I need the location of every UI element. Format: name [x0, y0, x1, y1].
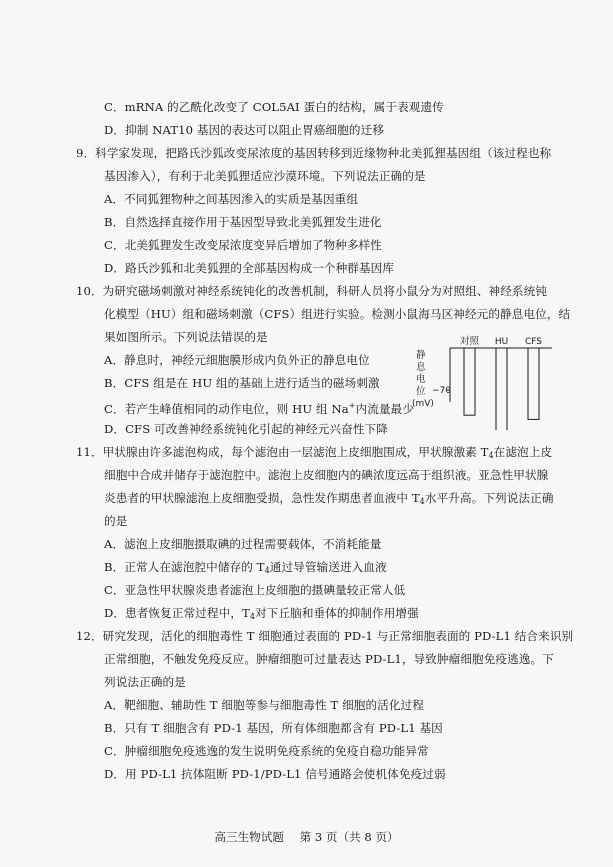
q10-stem-line-3: 果如图所示。下列说法错误的是	[104, 330, 268, 344]
y-axis-label-char: 位	[416, 386, 426, 397]
group-labels	[460, 335, 542, 347]
y-tick-label: −70	[432, 386, 451, 396]
q12-option-d: D．用 PD-L1 抗体阻断 PD-1/PD-L1 信号通路会使机体免疫过弱	[104, 767, 446, 781]
q11-stem-text: 11．甲状腺由许多滤泡构成，每个滤泡由一层滤泡上皮细胞围成，甲状腺激素 T	[76, 445, 489, 459]
q11-option-b-text-end: 通过导管输送进入血液	[269, 560, 387, 574]
q11-option-b-text: B．正常人在滤泡腔中储存的 T	[104, 560, 265, 574]
t4-subscript: 4	[488, 451, 494, 460]
q9-stem-line-2: 基因渗入），有利于北美狐狸适应沙漠环境。下列说法正确的是	[104, 169, 426, 183]
q9-option-b: B．自然选择直接作用于基因型导致北美狐狸发生进化	[104, 215, 382, 229]
bar-2	[528, 348, 539, 419]
t4-subscript: 4	[419, 497, 425, 506]
q9-option-a: A．不同狐狸物种之间基因渗入的实质是基因重组	[104, 192, 359, 206]
q8-option-c: C．mRNA 的乙酰化改变了 COL5AI 蛋白的结构，属于表观遗传	[104, 100, 444, 114]
q9-option-c: C．北美狐狸发生改变尿浓度变异后增加了物种多样性	[104, 238, 382, 252]
resting-potential-chart	[410, 330, 560, 430]
q8-option-d: D．抑制 NAT10 基因的表达可以阻止胃癌细胞的迁移	[104, 123, 385, 137]
group-label: CFS	[524, 337, 543, 347]
q9-stem-line-1: 9．科学家发现，把路氏沙狐改变尿浓度的基因转移到近缘物种北美狐狸基因组（该过程也称	[76, 146, 552, 160]
q10-option-a: A．静息时，神经元细胞膜形成内负外正的静息电位	[104, 353, 370, 367]
q10-option-b: B．CFS 组是在 HU 组的基础上进行适当的磁场刺激	[104, 376, 380, 390]
q11-option-a: A．滤泡上皮细胞摄取碘的过程需要载体，不消耗能量	[104, 537, 382, 551]
q11-stem-line-4: 的是	[104, 514, 128, 528]
q11-stem-line-2: 细胞中合成并储存于滤泡腔中。滤泡上皮细胞内的碘浓度远高于组织液。亚急性甲状腺	[104, 468, 549, 482]
y-axis-unit: (mV)	[412, 399, 434, 409]
q11-stem-line-3	[104, 491, 554, 509]
q10-option-d: D．CFS 可改善神经系统钝化引起的神经元兴奋性下降	[104, 422, 388, 436]
q12-stem-line-1: 12．研究发现，活化的细胞毒性 T 细胞通过表面的 PD-1 与正常细胞表面的 PD-L1 结合来识别	[76, 629, 574, 643]
q11-stem-text-end: 在滤泡上皮	[493, 445, 553, 459]
q12-option-a: A．靶细胞、辅助性 T 细胞等参与细胞毒性 T 细胞的活化过程	[104, 698, 424, 712]
q11-stem-text-end: 水平升高。下列说法正确	[424, 491, 554, 505]
q10-option-c-text-end: 内流量最少	[355, 402, 415, 416]
sodium-superscript: +	[348, 401, 356, 410]
q11-stem-text: 炎患者的甲状腺滤泡上皮细胞受损，急性发作期患者血液中 T	[104, 491, 420, 505]
bar-1	[496, 348, 507, 430]
q9-option-d: D．路氏沙狐和北美狐狸的全部基因构成一个种群基因库	[104, 261, 395, 275]
t4-subscript: 4	[249, 612, 256, 621]
bars	[464, 348, 539, 430]
t4-subscript: 4	[264, 566, 270, 575]
q11-option-b	[104, 560, 387, 578]
y-axis-label-char: 静	[416, 350, 426, 361]
q11-stem-line-1	[76, 445, 552, 463]
q11-option-d	[104, 606, 419, 624]
resting-potential-figure	[410, 330, 560, 430]
q10-stem-line-2: 化模型（HU）组和磁场刺激（CFS）组进行实验。检测小鼠海马区神经元的静息电位，结	[104, 307, 571, 321]
q12-option-b: B．只有 T 细胞含有 PD-1 基因，所有体细胞都含有 PD-L1 基因	[104, 721, 443, 735]
y-axis-label-char: 息	[416, 362, 426, 373]
q10-option-c	[104, 399, 414, 416]
page-footer	[0, 829, 613, 845]
q10-stem-line-1: 10．为研究磁场刺激对神经系统钝化的改善机制，科研人员将小鼠分为对照组、神经系统钝	[76, 284, 548, 298]
group-label: 对照	[459, 336, 480, 347]
q11-option-d-text: D．患者恢复正常过程中，T	[104, 606, 250, 620]
q11-option-c: C．亚急性甲状腺炎患者滤泡上皮细胞的摄碘量较正常人低	[104, 583, 406, 597]
footer-page-number: 第 3 页（共 8 页）	[299, 830, 399, 844]
q12-stem-line-2: 正常细胞，不触发免疫反应。肿瘤细胞可过量表达 PD-L1，导致肿瘤细胞免疫逃逸。下	[104, 652, 554, 666]
y-axis-label	[412, 349, 434, 409]
q12-stem-line-3: 列说法正确的是	[104, 675, 186, 689]
q12-option-c: C．肿瘤细胞免疫逃逸的发生说明免疫系统的免疫自稳功能异常	[104, 744, 429, 758]
group-label: HU	[494, 337, 509, 347]
q10-option-c-text: C．若产生峰值相同的动作电位，则 HU 组 Na	[104, 402, 349, 416]
q11-option-d-text-end: 对下丘脑和垂体的抑制作用增强	[255, 606, 419, 620]
footer-subject: 高三生物试题	[214, 830, 284, 844]
y-axis-label-char: 电	[416, 374, 426, 385]
bar-0	[464, 348, 475, 415]
